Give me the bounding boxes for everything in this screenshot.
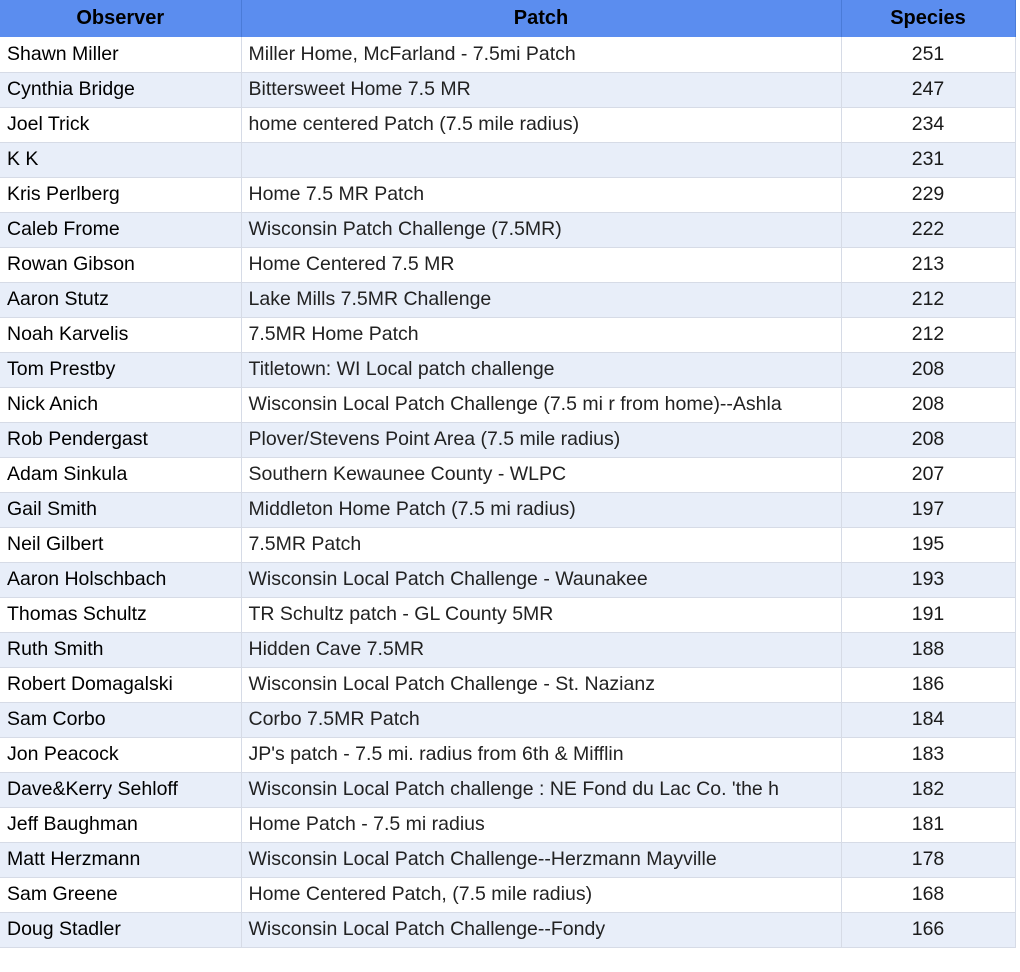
observer-cell[interactable]: Kris Perlberg [0, 177, 241, 212]
species-cell[interactable]: 208 [841, 387, 1015, 422]
row-edge [1015, 247, 1020, 282]
table-row [0, 737, 1020, 772]
row-edge [1015, 352, 1020, 387]
row-edge [1015, 842, 1020, 877]
patch-cell[interactable]: Wisconsin Local Patch Challenge--Fondy [241, 912, 841, 947]
row-edge [1015, 807, 1020, 842]
observer-cell[interactable]: Nick Anich [0, 387, 241, 422]
row-edge [1015, 632, 1020, 667]
species-cell[interactable]: 178 [841, 842, 1015, 877]
table-row [0, 387, 1020, 422]
table-row [0, 107, 1020, 142]
observer-cell[interactable]: Thomas Schultz [0, 597, 241, 632]
header-observer[interactable]: Observer [0, 0, 241, 37]
table-row [0, 807, 1020, 842]
observer-cell[interactable]: Tom Prestby [0, 352, 241, 387]
patch-cell[interactable]: 7.5MR Patch [241, 527, 841, 562]
species-cell[interactable]: 212 [841, 282, 1015, 317]
patch-cell[interactable]: Plover/Stevens Point Area (7.5 mile radius) [241, 422, 841, 457]
patch-cell[interactable]: Home Centered 7.5 MR [241, 247, 841, 282]
row-edge [1015, 912, 1020, 947]
table-row [0, 352, 1020, 387]
header-patch[interactable]: Patch [241, 0, 841, 37]
species-cell[interactable]: 166 [841, 912, 1015, 947]
observer-cell[interactable]: Robert Domagalski [0, 667, 241, 702]
observer-cell[interactable]: Adam Sinkula [0, 457, 241, 492]
row-edge [1015, 37, 1020, 72]
species-cell[interactable]: 213 [841, 247, 1015, 282]
row-edge [1015, 492, 1020, 527]
table-row [0, 842, 1020, 877]
row-edge [1015, 72, 1020, 107]
species-cell[interactable]: 208 [841, 422, 1015, 457]
table-row [0, 912, 1020, 947]
patch-cell[interactable]: Wisconsin Local Patch Challenge - Waunakee [241, 562, 841, 597]
observer-cell[interactable]: Jon Peacock [0, 737, 241, 772]
observer-cell[interactable]: Gail Smith [0, 492, 241, 527]
observer-cell[interactable]: Neil Gilbert [0, 527, 241, 562]
table-row [0, 702, 1020, 737]
patch-cell[interactable]: TR Schultz patch - GL County 5MR [241, 597, 841, 632]
species-cell[interactable]: 188 [841, 632, 1015, 667]
header-edge [1015, 0, 1020, 37]
observer-cell[interactable]: Sam Greene [0, 877, 241, 912]
species-cell[interactable]: 197 [841, 492, 1015, 527]
species-cell[interactable]: 212 [841, 317, 1015, 352]
observer-cell[interactable]: Ruth Smith [0, 632, 241, 667]
observer-cell[interactable]: Rob Pendergast [0, 422, 241, 457]
patch-cell[interactable]: Bittersweet Home 7.5 MR [241, 72, 841, 107]
table-row [0, 562, 1020, 597]
patch-cell[interactable]: home centered Patch (7.5 mile radius) [241, 107, 841, 142]
table-row [0, 212, 1020, 247]
row-edge [1015, 702, 1020, 737]
table-row [0, 667, 1020, 702]
observer-cell[interactable]: Aaron Stutz [0, 282, 241, 317]
table-row [0, 247, 1020, 282]
species-cell[interactable]: 182 [841, 772, 1015, 807]
observer-cell[interactable]: Matt Herzmann [0, 842, 241, 877]
table-row [0, 37, 1020, 72]
row-edge [1015, 597, 1020, 632]
species-cell[interactable]: 184 [841, 702, 1015, 737]
observer-cell[interactable]: Dave&Kerry Sehloff [0, 772, 241, 807]
row-edge [1015, 107, 1020, 142]
observer-cell[interactable]: K K [0, 142, 241, 177]
observer-cell[interactable]: Doug Stadler [0, 912, 241, 947]
patch-cell[interactable]: JP's patch - 7.5 mi. radius from 6th & Mifflin [241, 737, 841, 772]
row-edge [1015, 667, 1020, 702]
header-row [0, 0, 1020, 37]
species-cell[interactable]: 251 [841, 37, 1015, 72]
species-cell[interactable]: 229 [841, 177, 1015, 212]
row-edge [1015, 457, 1020, 492]
table-row [0, 177, 1020, 212]
patch-cell[interactable]: Home Centered Patch, (7.5 mile radius) [241, 877, 841, 912]
table-row [0, 492, 1020, 527]
patch-cell[interactable]: Titletown: WI Local patch challenge [241, 352, 841, 387]
row-edge [1015, 422, 1020, 457]
row-edge [1015, 562, 1020, 597]
species-cell[interactable]: 231 [841, 142, 1015, 177]
table-row [0, 632, 1020, 667]
species-cell[interactable]: 195 [841, 527, 1015, 562]
species-cell[interactable]: 168 [841, 877, 1015, 912]
row-edge [1015, 772, 1020, 807]
row-edge [1015, 737, 1020, 772]
species-cell[interactable]: 234 [841, 107, 1015, 142]
species-cell[interactable]: 193 [841, 562, 1015, 597]
patch-cell[interactable]: 7.5MR Home Patch [241, 317, 841, 352]
species-cell[interactable]: 183 [841, 737, 1015, 772]
patch-cell[interactable]: Miller Home, McFarland - 7.5mi Patch [241, 37, 841, 72]
observer-cell[interactable]: Jeff Baughman [0, 807, 241, 842]
row-edge [1015, 212, 1020, 247]
row-edge [1015, 877, 1020, 912]
patch-cell[interactable]: Wisconsin Local Patch challenge : NE Fond du Lac Co. 'the h [241, 772, 841, 807]
row-edge [1015, 142, 1020, 177]
table-row [0, 317, 1020, 352]
row-edge [1015, 317, 1020, 352]
header-species[interactable]: Species [841, 0, 1015, 37]
patch-cell[interactable]: Home Patch - 7.5 mi radius [241, 807, 841, 842]
observer-cell[interactable]: Rowan Gibson [0, 247, 241, 282]
row-edge [1015, 527, 1020, 562]
row-edge [1015, 387, 1020, 422]
patch-cell[interactable]: Wisconsin Local Patch Challenge--Herzmann Mayville [241, 842, 841, 877]
table-row [0, 282, 1020, 317]
observer-cell[interactable]: Caleb Frome [0, 212, 241, 247]
table-row [0, 772, 1020, 807]
patch-cell[interactable]: Hidden Cave 7.5MR [241, 632, 841, 667]
table-row [0, 877, 1020, 912]
row-edge [1015, 282, 1020, 317]
patch-cell[interactable]: Southern Kewaunee County - WLPC [241, 457, 841, 492]
patch-cell[interactable]: Home 7.5 MR Patch [241, 177, 841, 212]
table-body [0, 37, 1020, 947]
species-cell[interactable]: 191 [841, 597, 1015, 632]
patch-cell[interactable]: Middleton Home Patch (7.5 mi radius) [241, 492, 841, 527]
table-row [0, 457, 1020, 492]
table-row [0, 422, 1020, 457]
patch-cell[interactable]: Wisconsin Local Patch Challenge - St. Nazianz [241, 667, 841, 702]
table-row [0, 72, 1020, 107]
observer-cell[interactable]: Shawn Miller [0, 37, 241, 72]
table-row [0, 597, 1020, 632]
species-cell[interactable]: 222 [841, 212, 1015, 247]
observer-cell[interactable]: Aaron Holschbach [0, 562, 241, 597]
patch-cell[interactable]: Wisconsin Local Patch Challenge (7.5 mi r from home)--Ashla [241, 387, 841, 422]
patch-cell[interactable]: Wisconsin Patch Challenge (7.5MR) [241, 212, 841, 247]
observer-cell[interactable]: Noah Karvelis [0, 317, 241, 352]
patch-cell[interactable]: Lake Mills 7.5MR Challenge [241, 282, 841, 317]
species-cell[interactable]: 247 [841, 72, 1015, 107]
table-row [0, 142, 1020, 177]
species-cell[interactable]: 207 [841, 457, 1015, 492]
row-edge [1015, 177, 1020, 212]
observer-cell[interactable]: Cynthia Bridge [0, 72, 241, 107]
table-row [0, 527, 1020, 562]
patch-cell[interactable]: Corbo 7.5MR Patch [241, 702, 841, 737]
species-cell[interactable]: 208 [841, 352, 1015, 387]
observer-cell[interactable]: Joel Trick [0, 107, 241, 142]
patch-cell[interactable] [241, 142, 841, 177]
observer-cell[interactable]: Sam Corbo [0, 702, 241, 737]
species-cell[interactable]: 186 [841, 667, 1015, 702]
species-cell[interactable]: 181 [841, 807, 1015, 842]
